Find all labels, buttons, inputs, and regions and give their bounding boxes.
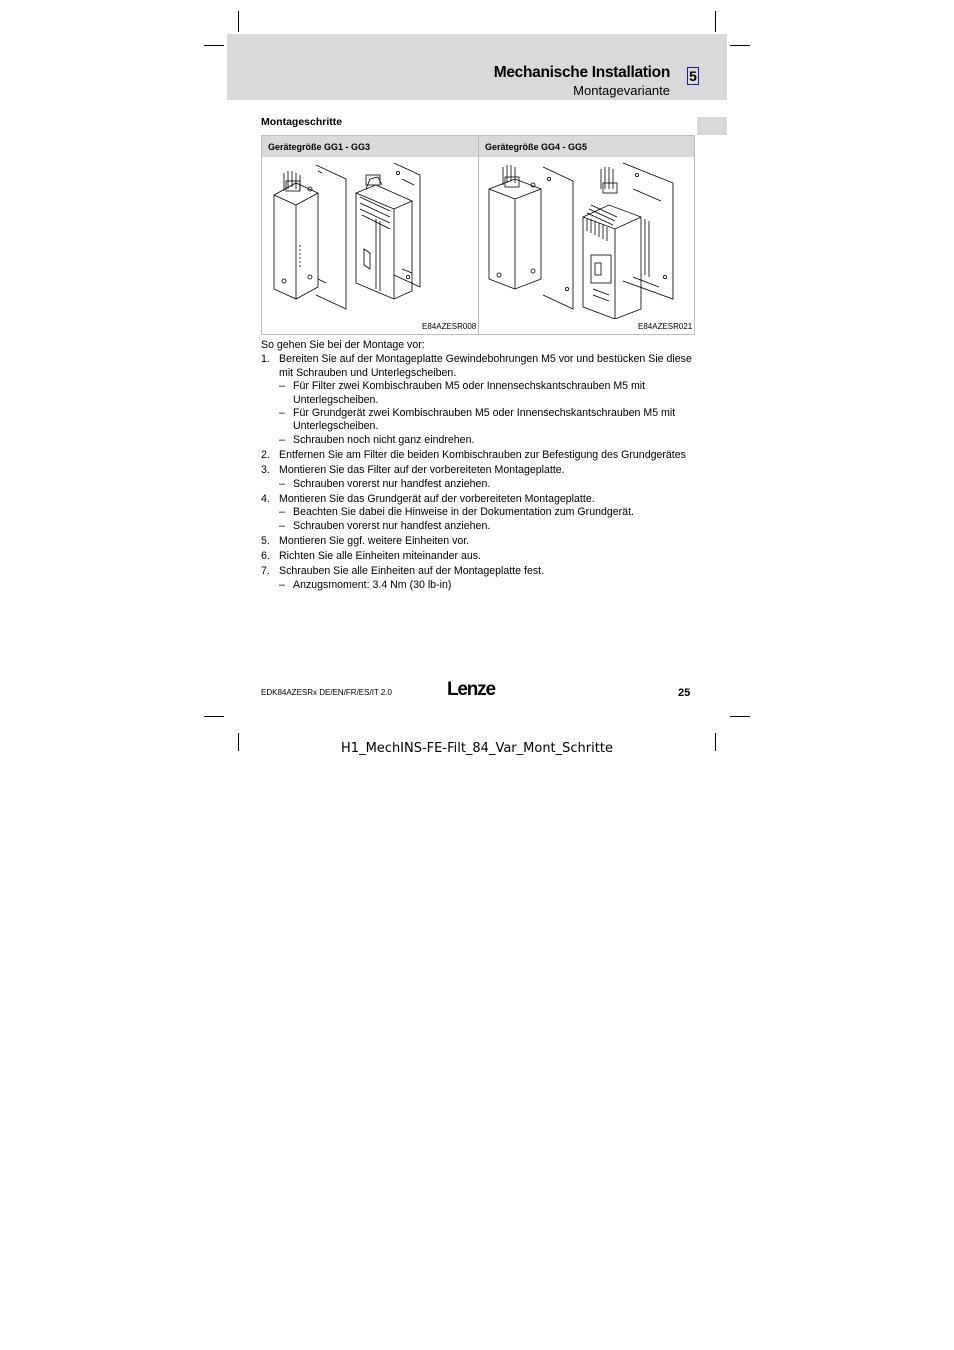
sub-item [279,579,701,592]
step-item [261,464,701,491]
figure-divider [478,136,479,334]
step-item [261,565,701,592]
figure-caption-left: E84AZESR008 [422,322,477,331]
sub-item [279,478,701,491]
instructions [261,339,701,594]
crop-mark-top-right-v [715,11,716,32]
page-header-band [227,34,727,100]
file-label: H1_MechINS-FE-Filt_84_Var_Mont_Schritte [341,741,613,756]
step-item [261,535,701,548]
figure-header-gg1-gg3: Gerätegröße GG1 - GG3 [262,136,478,157]
intro-text: So gehen Sie bei der Montage vor: [261,339,425,351]
sub-item [279,434,701,447]
sub-item-text: Schrauben vorerst nur handfest anziehen. [293,519,491,532]
crop-mark-bottom-left-h [204,716,224,717]
crop-mark-top-right-h [730,45,750,46]
step-number: 4. [261,492,270,505]
sub-item-text: Schrauben noch nicht ganz eindrehen. [293,433,475,446]
lenze-logo: Lenze [447,679,495,700]
dash-marker: – [279,519,285,532]
sub-item-text: Anzugsmoment: 3.4 Nm (30 lb-in) [293,578,452,591]
page-subtitle: Montagevariante [573,83,670,98]
sub-list [279,478,701,491]
step-text: Montieren Sie ggf. weitere Einheiten vor. [279,534,470,547]
step-text: Richten Sie alle Einheiten miteinander aus. [279,550,481,563]
step-number: 6. [261,550,270,563]
crop-mark-top-left-h [204,45,224,46]
step-item [261,353,701,447]
dash-marker: – [279,477,285,490]
section-heading: Montageschritte [261,116,343,128]
sub-item [279,407,701,434]
steps-list [261,353,701,592]
step-text: Montieren Sie das Filter auf der vorbereiteten Montageplatte. [279,464,565,477]
mounting-illustration-gg1-gg3 [266,159,474,319]
sub-item-text: Beachten Sie dabei die Hinweise in der Dokumentation zum Grundgerät. [293,506,634,519]
page-title: Mechanische Installation [493,64,670,81]
step-number: 5. [261,534,270,547]
step-item [261,493,701,533]
crop-mark-bottom-right-h [730,716,750,717]
crop-mark-top-left-v [238,11,239,32]
sub-item [279,380,701,407]
dash-marker: – [279,380,285,393]
step-text: Entfernen Sie am Filter die beiden Kombischrauben zur Befestigung des Grundgerätes [279,449,686,462]
step-text: Schrauben Sie alle Einheiten auf der Montageplatte fest. [279,565,545,578]
sub-list [279,380,701,447]
chapter-number-link[interactable]: 5 [687,67,699,85]
step-number: 3. [261,464,270,477]
sub-item-text: Für Filter zwei Kombischrauben M5 oder Innensechskantschrauben M5 mit Unterlegscheiben. [293,380,646,406]
sub-list [279,506,701,533]
sub-item-text: Schrauben vorerst nur handfest anziehen. [293,477,491,490]
dash-marker: – [279,506,285,519]
sub-item [279,520,701,533]
dash-marker: – [279,433,285,446]
step-item [261,550,701,563]
figure-caption-right: E84AZESR021 [638,322,693,331]
step-number: 7. [261,565,270,578]
sub-list [279,579,701,592]
dash-marker: – [279,578,285,591]
footer-document-id: EDK84AZESRx DE/EN/FR/ES/IT 2.0 [261,688,393,697]
chapter-side-tab [697,117,727,135]
mounting-illustration-gg4-gg5 [483,159,691,319]
page-number: 25 [678,687,691,699]
sub-item-text: Für Grundgerät zwei Kombischrauben M5 oder Innensechskantschrauben M5 mit Unterlegscheiben. [293,407,676,433]
figure-header-gg4-gg5: Gerätegröße GG4 - GG5 [479,136,694,157]
step-text: Bereiten Sie auf der Montageplatte Gewindebohrungen M5 vor und bestücken Sie diese mit Schrauben und Unterlegscheiben. [279,353,692,379]
step-number: 2. [261,449,270,462]
sub-item [279,506,701,519]
step-text: Montieren Sie das Grundgerät auf der vorbereiteten Montageplatte. [279,492,595,505]
dash-marker: – [279,407,285,420]
step-number: 1. [261,353,270,366]
figure-table [261,135,695,335]
step-item [261,449,701,462]
